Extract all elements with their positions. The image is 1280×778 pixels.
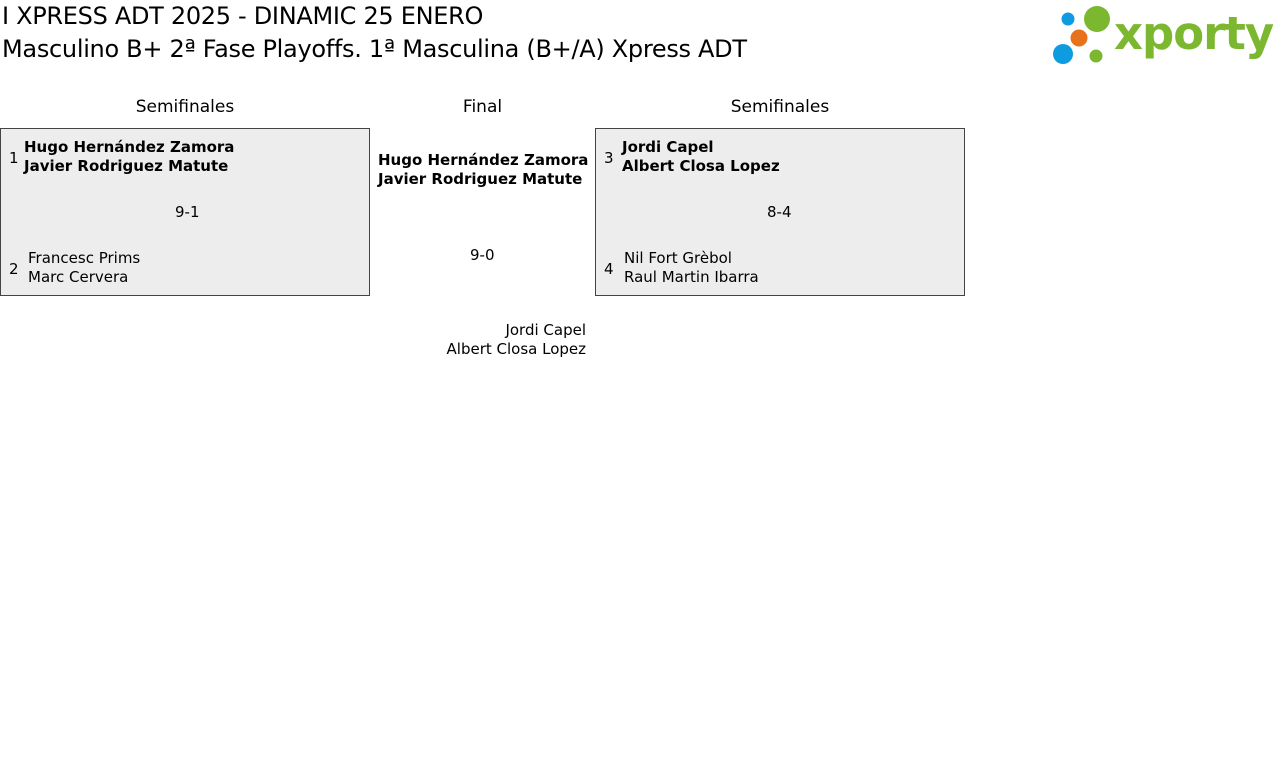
logo-wordmark: xporty: [1114, 7, 1274, 60]
player-name: Albert Closa Lopez: [622, 157, 780, 175]
semifinal-left-match[interactable]: [0, 128, 370, 296]
final-team-winner: [378, 151, 588, 189]
player-name: Jordi Capel: [505, 321, 586, 339]
player-name: Albert Closa Lopez: [446, 340, 586, 358]
seed-number: 1: [9, 149, 19, 167]
team-winner: [622, 138, 780, 176]
player-name: Hugo Hernández Zamora: [24, 138, 235, 156]
page-subtitle: Masculino B+ 2ª Fase Playoffs. 1ª Masculina (B+/A) Xpress ADT: [2, 35, 747, 63]
column-header-left-semifinals: Semifinales: [135, 97, 235, 117]
team-winner: [24, 138, 234, 176]
final-score: 9-0: [470, 246, 495, 264]
player-name: Jordi Capel: [622, 138, 714, 156]
player-name: Raul Martin Ibarra: [624, 268, 759, 286]
player-name: Hugo Hernández Zamora: [378, 151, 589, 169]
semifinal-right-match[interactable]: [595, 128, 965, 296]
seed-number: 4: [604, 260, 614, 278]
player-name: Marc Cervera: [28, 268, 129, 286]
player-name: Francesc Prims: [28, 249, 141, 267]
page-title: I XPRESS ADT 2025 - DINAMIC 25 ENERO: [2, 2, 484, 30]
column-header-final: Final: [462, 97, 503, 117]
player-name: Nil Fort Grèbol: [624, 249, 732, 267]
match-score: 8-4: [767, 203, 792, 221]
seed-number: 3: [604, 149, 614, 167]
final-team-loser: [447, 321, 586, 359]
seed-number: 2: [9, 260, 19, 278]
team-loser: [624, 249, 759, 287]
match-score: 9-1: [175, 203, 200, 221]
logo-dots-icon: [1050, 4, 1114, 68]
team-loser: [28, 249, 140, 287]
player-name: Javier Rodriguez Matute: [378, 170, 583, 188]
column-header-right-semifinals: Semifinales: [730, 97, 830, 117]
xporty-logo[interactable]: [1050, 4, 1276, 68]
player-name: Javier Rodriguez Matute: [24, 157, 229, 175]
